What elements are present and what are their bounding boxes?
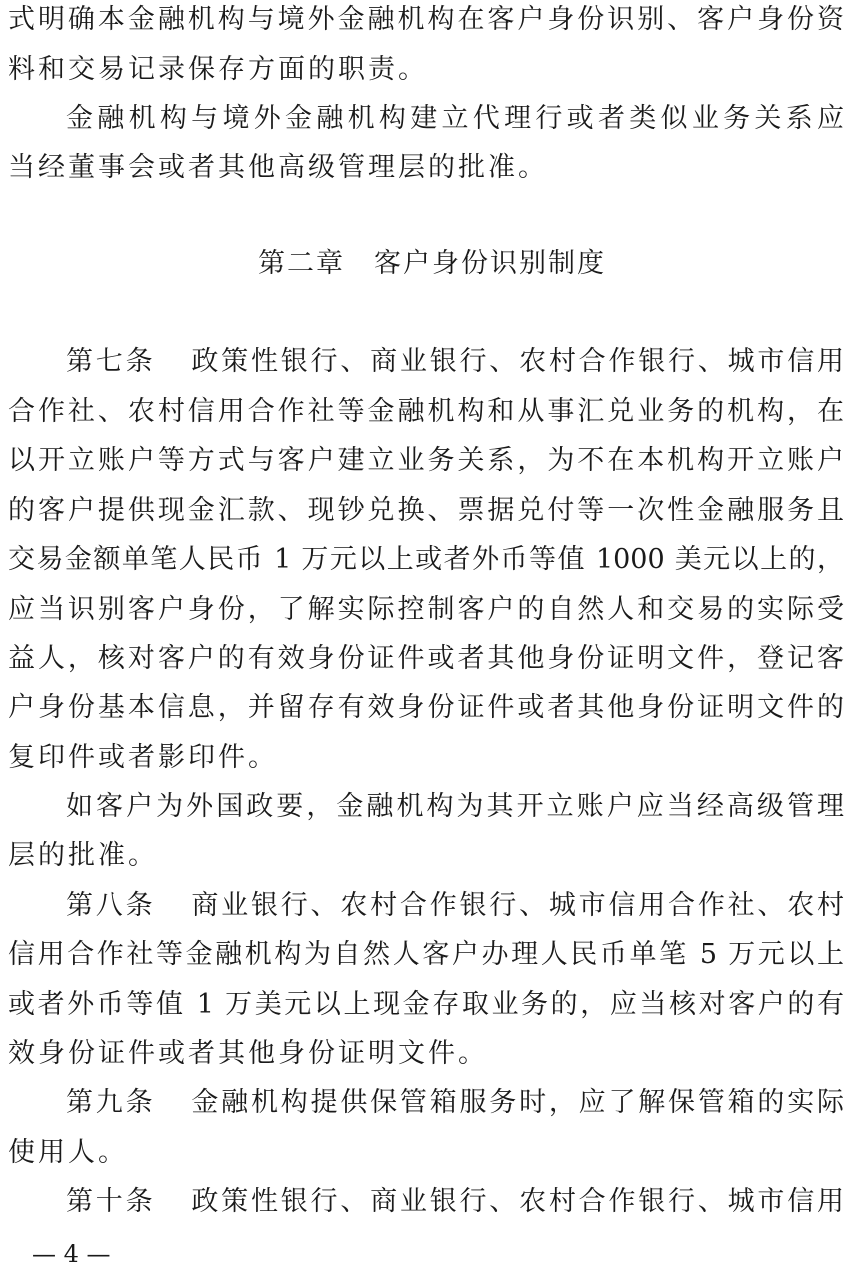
text-line: 信用合作社等金融机构为自然人客户办理人民币单笔 5 万元以上 — [8, 939, 844, 970]
article-number: 第十条 — [66, 1186, 156, 1217]
text-line: 式明确本金融机构与境外金融机构在客户身份识别、客户身份资 — [8, 4, 844, 35]
text-line: 益人，核对客户的有效身份证件或者其他身份证明文件，登记客 — [8, 643, 844, 674]
text-line: 金融机构与境外金融机构建立代理行或者类似业务关系应 — [66, 103, 844, 134]
article-10-line — [66, 1184, 844, 1220]
text-line: 户身份基本信息，并留存有效身份证件或者其他身份证明文件的 — [8, 692, 844, 723]
text-line: 交易金额单笔人民币 1 万元以上或者外币等值 1000 美元以上的， — [8, 544, 844, 575]
text-line: 复印件或者影印件。 — [8, 742, 278, 773]
article-number: 第九条 — [66, 1087, 156, 1118]
article-text: 政策性银行、商业银行、农村合作银行、城市信用 — [191, 1186, 844, 1217]
text-line: 的客户提供现金汇款、现钞兑换、票据兑付等一次性金融服务且 — [8, 495, 844, 526]
text-line: 层的批准。 — [8, 840, 158, 871]
article-text: 金融机构提供保管箱服务时，应了解保管箱的实际 — [191, 1087, 844, 1118]
text-line: 效身份证件或者其他身份证明文件。 — [8, 1038, 488, 1069]
article-number: 第七条 — [66, 346, 156, 377]
text-line: 如客户为外国政要，金融机构为其开立账户应当经高级管理 — [66, 791, 844, 822]
chapter-title: 第二章 客户身份识别制度 — [258, 248, 606, 279]
text-line: 当经董事会或者其他高级管理层的批准。 — [8, 152, 548, 183]
text-line: 料和交易记录保存方面的职责。 — [8, 54, 428, 85]
page-number: — 4 — — [32, 1240, 111, 1268]
text-line: 合作社、农村信用合作社等金融机构和从事汇兑业务的机构，在 — [8, 396, 844, 427]
article-8-line — [66, 888, 844, 924]
article-text: 商业银行、农村合作银行、城市信用合作社、农村 — [191, 890, 844, 921]
article-9-line — [66, 1085, 844, 1121]
text-line: 以开立账户等方式与客户建立业务关系，为不在本机构开立账户 — [8, 445, 844, 476]
text-line: 使用人。 — [8, 1137, 128, 1168]
text-line: 应当识别客户身份，了解实际控制客户的自然人和交易的实际受 — [8, 594, 844, 625]
text-line: 或者外币等值 1 万美元以上现金存取业务的，应当核对客户的有 — [8, 989, 844, 1020]
article-number: 第八条 — [66, 890, 156, 921]
article-7-line — [66, 344, 844, 380]
article-text: 政策性银行、商业银行、农村合作银行、城市信用 — [191, 346, 844, 377]
